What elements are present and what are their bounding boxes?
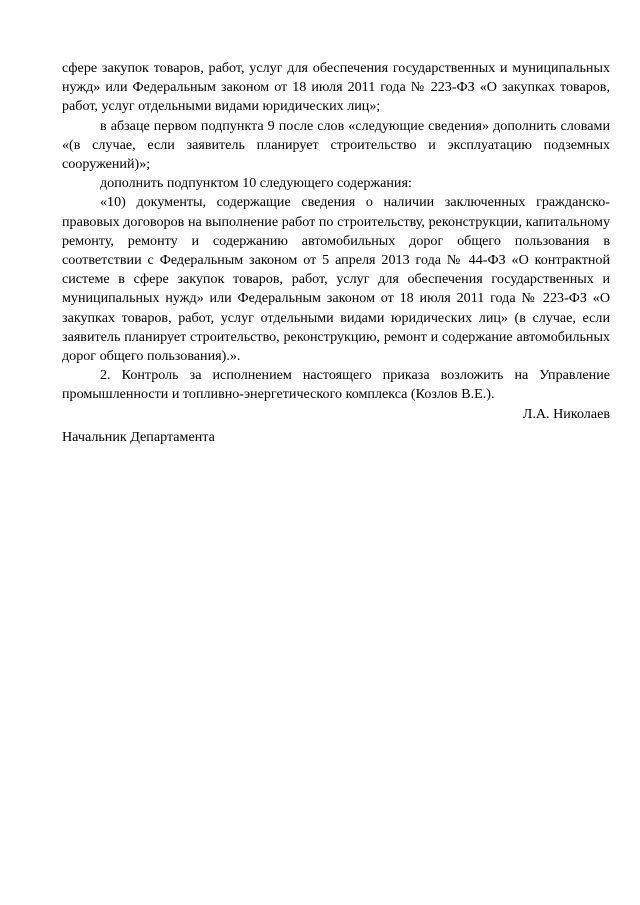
document-body	[62, 59, 610, 405]
paragraph-subpoint-9-amendment: в абзаце первом подпункта 9 после слов «следующие сведения» дополнить словами «(в случае, если заявитель планирует строительство и эксплуатацию подземных сооружений)»;	[62, 117, 610, 173]
paragraph-subpoint-10-text: «10) документы, содержащие сведения о наличии заключенных гражданско-правовых договоров на выполнение работ по строительству, реконструкции, капитальному ремонту, ремонту и содержанию автомобильных дорог общего пользования в соответствии с Федеральным законом от 5 апреля 2013 года № 44-ФЗ «О контрактной системе в сфере закупок товаров, работ, услуг для обеспечения государственных и муниципальных нужд» или Федеральным законом от 18 июля 2011 года № 223-ФЗ «О закупках товаров, работ, услуг отдельными видами юридических лиц» (в случае, если заявитель планирует строительство, реконструкцию, ремонт и содержание автомобильных дорог общего пользования).».	[62, 194, 610, 365]
paragraph-control-clause: 2. Контроль за исполнением настоящего приказа возложить на Управление промышленности и топливно-энергетического комплекса (Козлов В.Е.).	[62, 367, 610, 403]
paragraph-procurement-law-continuation: сфере закупок товаров, работ, услуг для обеспечения государственных и муниципальных нужд» или Федеральным законом от 18 июля 2011 года № 223-ФЗ «О закупках товаров, работ, услуг отдельными видами юридических лиц»;	[62, 60, 610, 115]
signer-name: Л.А. Николаев	[522, 406, 610, 422]
signature-block	[62, 405, 610, 447]
signer-title: Начальник Департамента	[62, 429, 215, 446]
paragraph-add-subpoint-10: дополнить подпунктом 10 следующего содержания:	[100, 175, 412, 192]
